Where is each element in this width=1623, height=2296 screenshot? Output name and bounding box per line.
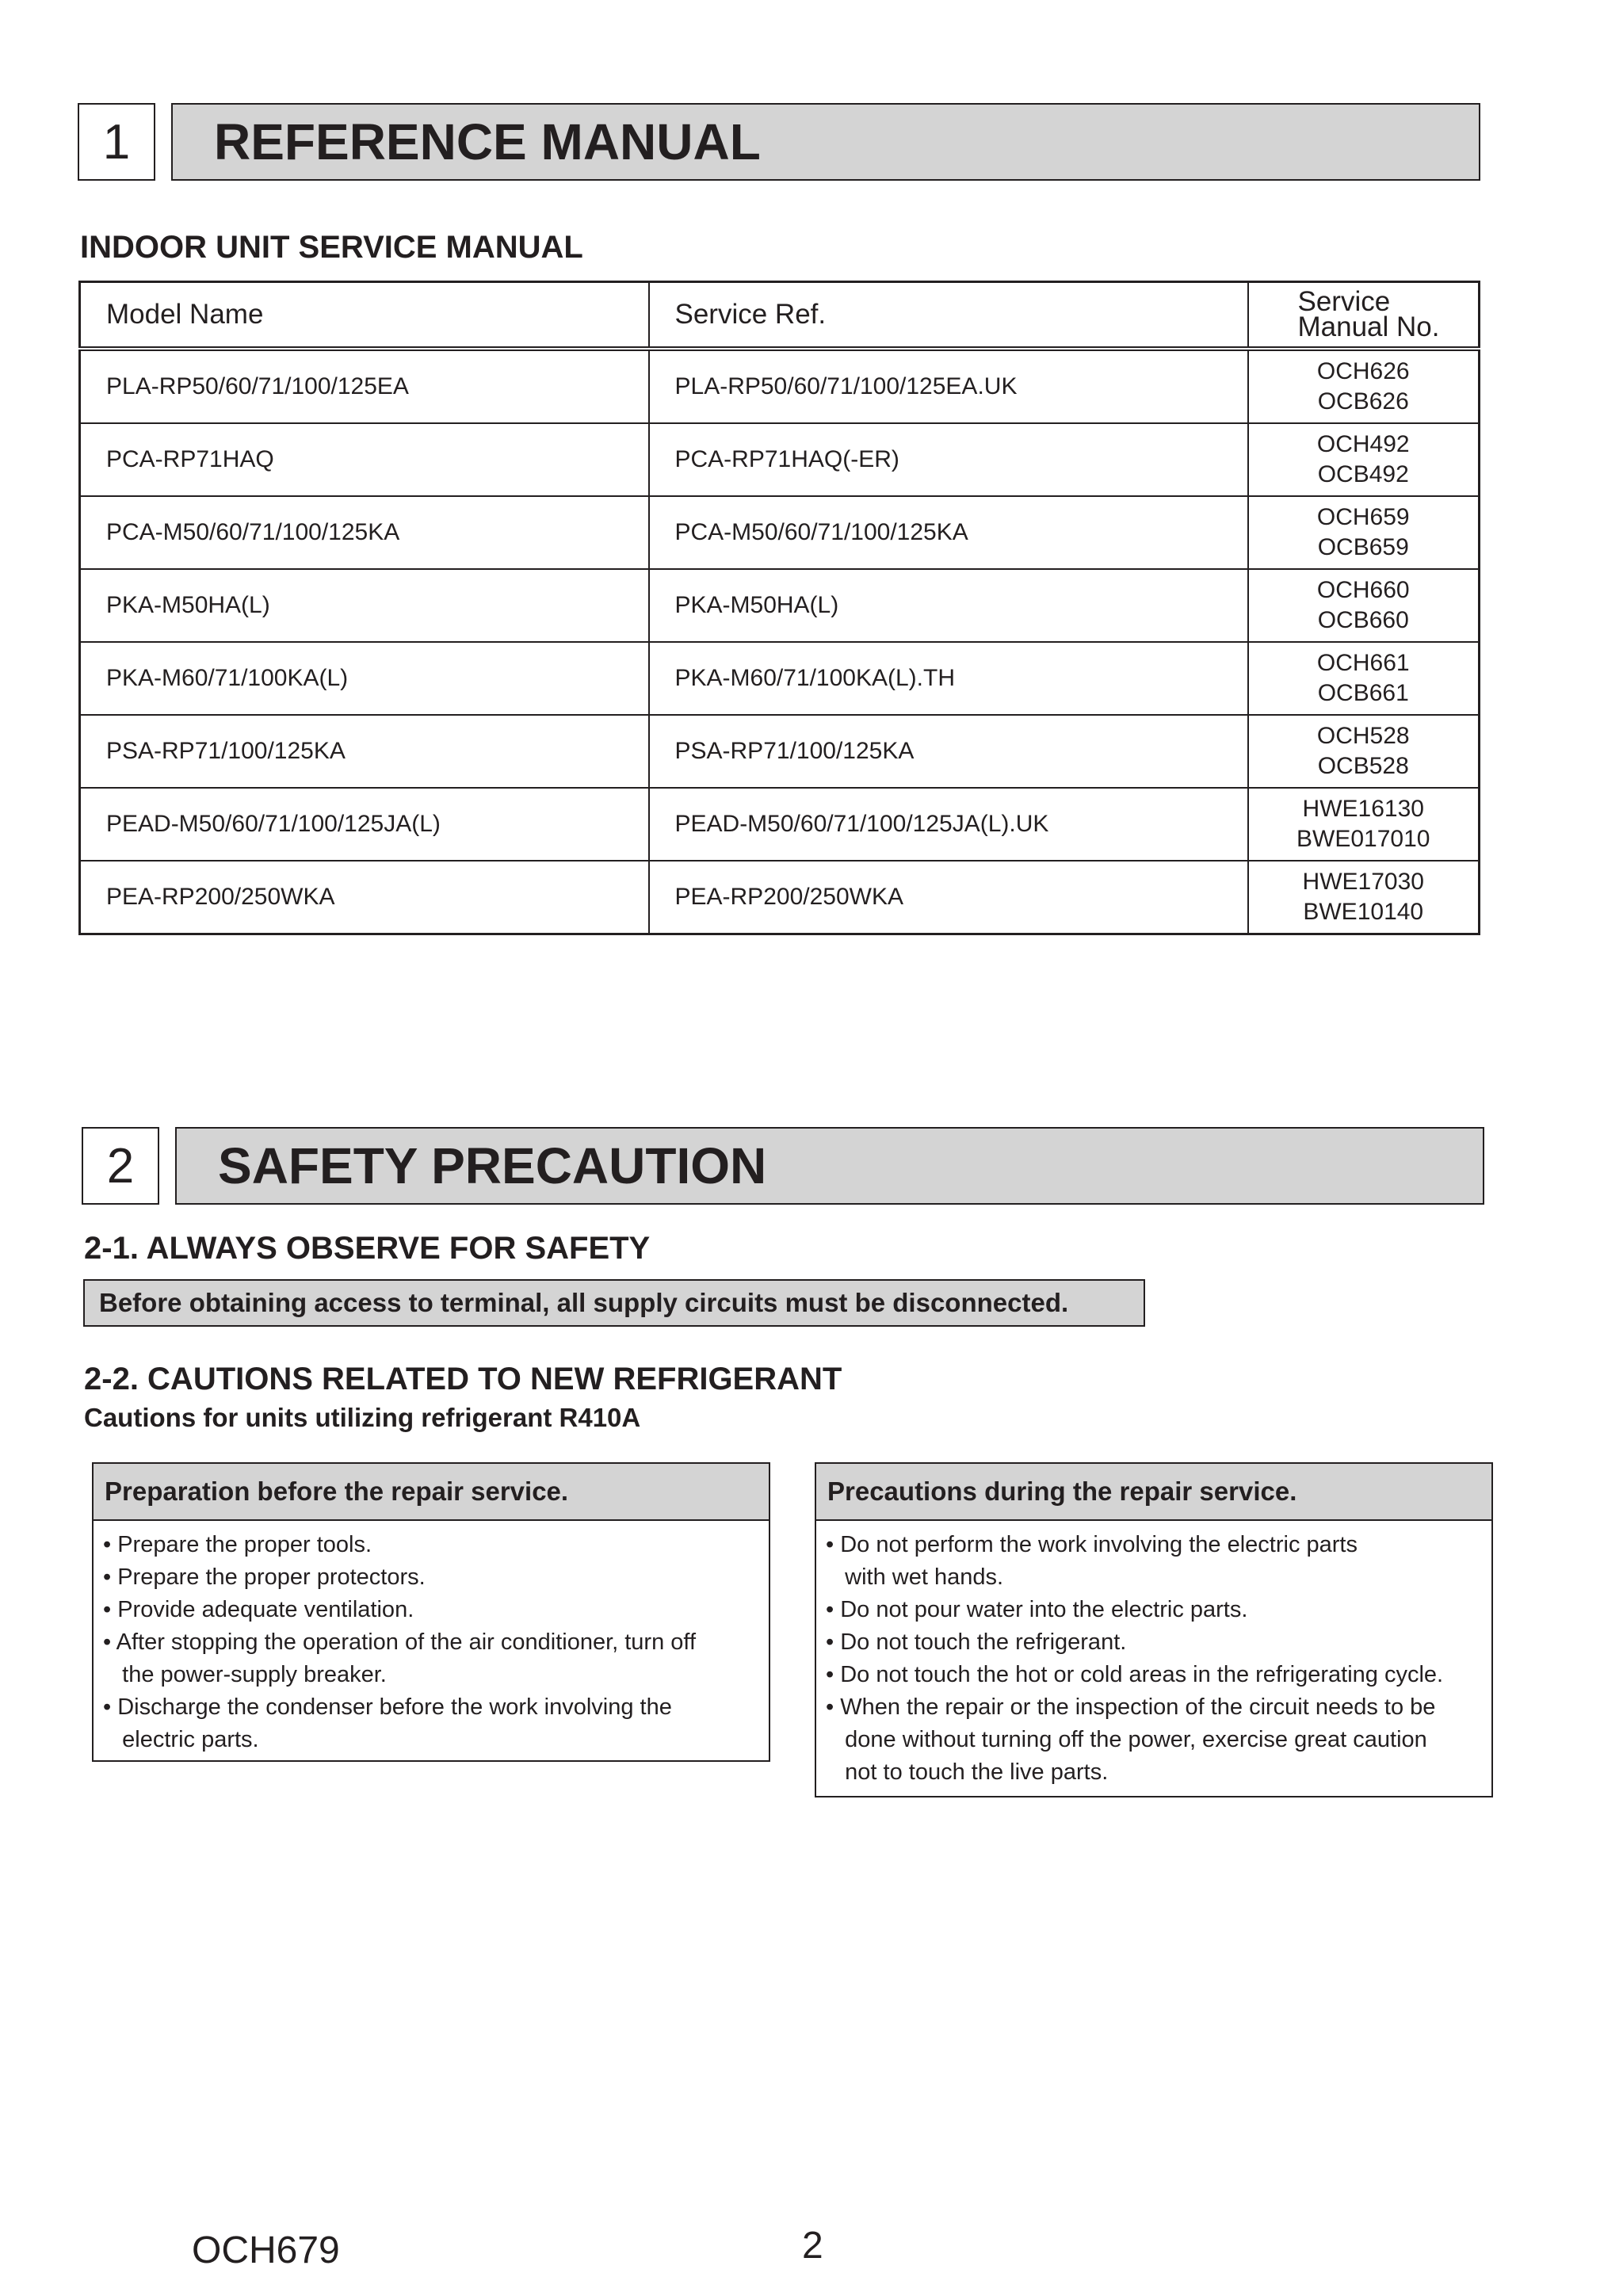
section-1-number: 1 [78, 103, 155, 181]
cell-service-ref: PKA-M60/71/100KA(L).TH [649, 642, 1248, 715]
list-item: with wet hands. [826, 1564, 1004, 1590]
list-item: the power-supply breaker. [103, 1662, 387, 1687]
reference-table [78, 281, 1480, 935]
cell-model-name: PKA-M60/71/100KA(L) [80, 642, 649, 715]
table-row [80, 715, 1480, 788]
during-service-box [815, 1462, 1493, 1797]
new-refrigerant-heading: 2-2. CAUTIONS RELATED TO NEW REFRIGERANT [84, 1362, 842, 1396]
cell-model-name: PLA-RP50/60/71/100/125EA [80, 349, 649, 423]
manual-no-2: OCB660 [1317, 607, 1409, 633]
cell-manual-no [1248, 423, 1480, 496]
indoor-unit-manual-heading: INDOOR UNIT SERVICE MANUAL [80, 230, 583, 265]
manual-no-2: BWE10140 [1303, 899, 1424, 925]
preparation-title: Preparation before the repair service. [94, 1464, 769, 1521]
manual-no-2: OCB626 [1317, 388, 1409, 415]
always-observe-heading: 2-1. ALWAYS OBSERVE FOR SAFETY [84, 1231, 651, 1266]
manual-no-1: OCH626 [1316, 358, 1410, 384]
cell-model-name: PEAD-M50/60/71/100/125JA(L) [80, 788, 649, 861]
list-item: • Do not touch the refrigerant. [826, 1629, 1127, 1655]
cell-manual-no [1248, 788, 1480, 861]
list-item: • Do not touch the hot or cold areas in the refrigerating cycle. [826, 1662, 1444, 1687]
table-header-row [80, 282, 1480, 350]
header-model-name: Model Name [80, 282, 649, 350]
table-row [80, 861, 1480, 934]
safety-notice: Before obtaining access to terminal, all supply circuits must be disconnected. [83, 1279, 1145, 1327]
manual-no-2: OCB492 [1317, 461, 1409, 487]
manual-no-1: OCH659 [1316, 504, 1410, 530]
cell-model-name: PSA-RP71/100/125KA [80, 715, 649, 788]
list-item: • Do not pour water into the electric parts. [826, 1597, 1248, 1622]
table-row [80, 569, 1480, 642]
refrigerant-caption: Cautions for units utilizing refrigerant R410A [84, 1403, 641, 1432]
manual-no-1: OCH492 [1316, 431, 1410, 457]
list-item: • Prepare the proper protectors. [103, 1564, 426, 1590]
cell-service-ref: PCA-RP71HAQ(-ER) [649, 423, 1248, 496]
cell-service-ref: PEAD-M50/60/71/100/125JA(L).UK [649, 788, 1248, 861]
cell-service-ref: PKA-M50HA(L) [649, 569, 1248, 642]
manual-no-2: OCB661 [1317, 680, 1409, 706]
document-code: OCH679 [192, 2229, 340, 2271]
table-row [80, 496, 1480, 569]
list-item: electric parts. [103, 1727, 259, 1752]
header-manual-no [1248, 282, 1480, 350]
section-2-number: 2 [82, 1127, 159, 1205]
preparation-list [94, 1521, 769, 1764]
section-2-title: SAFETY PRECAUTION [175, 1127, 1484, 1205]
cell-manual-no [1248, 861, 1480, 934]
manual-no-1: OCH661 [1316, 650, 1410, 676]
list-item: • Provide adequate ventilation. [103, 1597, 414, 1622]
cell-model-name: PEA-RP200/250WKA [80, 861, 649, 934]
manual-no-1: OCH660 [1316, 577, 1410, 603]
table-row [80, 349, 1480, 423]
list-item: • Do not perform the work involving the electric parts [826, 1532, 1358, 1557]
manual-no-2: OCB659 [1317, 534, 1409, 560]
list-item: • Discharge the condenser before the work involving the [103, 1694, 672, 1720]
cell-service-ref: PCA-M50/60/71/100/125KA [649, 496, 1248, 569]
cell-service-ref: PSA-RP71/100/125KA [649, 715, 1248, 788]
during-service-list [816, 1521, 1491, 1797]
cell-service-ref: PEA-RP200/250WKA [649, 861, 1248, 934]
list-item: done without turning off the power, exercise great caution [826, 1727, 1427, 1752]
manual-no-2: BWE017010 [1296, 826, 1430, 852]
cell-model-name: PCA-M50/60/71/100/125KA [80, 496, 649, 569]
list-item: • After stopping the operation of the air conditioner, turn off [103, 1629, 696, 1655]
list-item: • Prepare the proper tools. [103, 1532, 372, 1557]
manual-no-1: HWE17030 [1302, 869, 1424, 895]
manual-no-2: OCB528 [1317, 753, 1409, 779]
cell-manual-no [1248, 642, 1480, 715]
manual-no-1: OCH528 [1316, 723, 1410, 749]
cell-model-name: PKA-M50HA(L) [80, 569, 649, 642]
list-item: not to touch the live parts. [826, 1759, 1109, 1785]
during-service-title: Precautions during the repair service. [816, 1464, 1491, 1521]
cell-model-name: PCA-RP71HAQ [80, 423, 649, 496]
table-row [80, 788, 1480, 861]
cell-manual-no [1248, 349, 1480, 423]
header-manual-line1: Service [1297, 286, 1391, 317]
header-manual-line2: Manual No. [1297, 311, 1440, 342]
list-item: • When the repair or the inspection of the circuit needs to be [826, 1694, 1436, 1720]
cell-manual-no [1248, 496, 1480, 569]
preparation-box [92, 1462, 770, 1762]
cell-service-ref: PLA-RP50/60/71/100/125EA.UK [649, 349, 1248, 423]
table-row [80, 642, 1480, 715]
header-service-ref: Service Ref. [649, 282, 1248, 350]
manual-no-1: HWE16130 [1302, 796, 1424, 822]
page-number: 2 [802, 2225, 823, 2267]
table-row [80, 423, 1480, 496]
cell-manual-no [1248, 715, 1480, 788]
section-1-title: REFERENCE MANUAL [171, 103, 1480, 181]
cell-manual-no [1248, 569, 1480, 642]
